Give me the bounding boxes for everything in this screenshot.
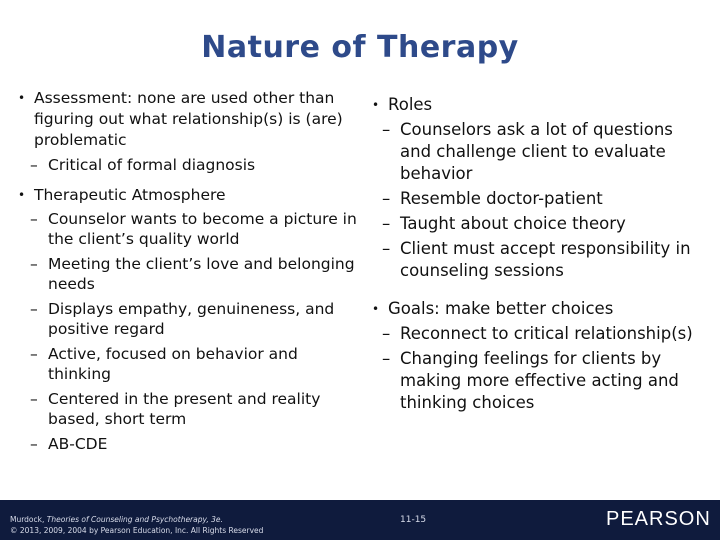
sub-item	[372, 238, 707, 282]
sub-item	[18, 254, 358, 294]
sub-text: Displays empathy, genuineness, and positive regard	[48, 300, 335, 338]
sub-text: Centered in the present and reality based, short term	[48, 390, 321, 428]
sub-item	[372, 213, 707, 235]
left-column	[18, 88, 358, 454]
sub-item	[18, 344, 358, 384]
bullet-text: Roles	[388, 95, 433, 114]
sub-text: Counselors ask a lot of questions and challenge client to evaluate behavior	[400, 120, 673, 183]
dash-icon: –	[382, 239, 391, 258]
dash-icon: –	[30, 210, 38, 228]
dash-icon: –	[382, 189, 391, 208]
bullet-text: Therapeutic Atmosphere	[34, 186, 226, 204]
sub-item	[372, 348, 707, 414]
sub-text: Critical of formal diagnosis	[48, 156, 256, 174]
bullet-goals	[372, 298, 707, 320]
pearson-logo: PEARSON	[606, 508, 711, 530]
sub-item	[372, 188, 707, 210]
bullet-dot-icon: •	[372, 98, 380, 112]
dash-icon: –	[30, 255, 38, 273]
sub-item	[372, 323, 707, 345]
bullet-roles	[372, 94, 707, 116]
dash-icon: –	[30, 345, 38, 363]
sub-text: Active, focused on behavior and thinking	[48, 345, 298, 383]
bullet-dot-icon: •	[372, 302, 380, 316]
sub-text: Taught about choice theory	[400, 214, 626, 233]
dash-icon: –	[30, 156, 38, 174]
sub-item	[18, 209, 358, 249]
sub-text: Changing feelings for clients by making more effective acting and thinking choices	[400, 349, 679, 412]
slide-title: Nature of Therapy	[201, 30, 519, 65]
sub-text: Counselor wants to become a picture in the client’s quality world	[48, 210, 357, 248]
sub-item	[18, 299, 358, 339]
sub-text: Resemble doctor-patient	[400, 189, 603, 208]
page-number: 11-15	[400, 515, 427, 525]
bullet-text: Assessment: none are used other than figuring out what relationship(s) is (are) problematic	[34, 89, 343, 149]
dash-icon: –	[30, 300, 38, 318]
dash-icon: –	[382, 120, 391, 139]
bullet-dot-icon: •	[18, 188, 26, 202]
sub-item	[18, 389, 358, 429]
dash-icon: –	[382, 349, 391, 368]
bullet-therapeutic-atmosphere	[18, 185, 358, 206]
dash-icon: –	[382, 324, 391, 343]
bullet-text: Goals: make better choices	[388, 299, 614, 318]
bullet-dot-icon: •	[18, 91, 26, 105]
dash-icon: –	[382, 214, 391, 233]
footer-credit	[10, 514, 263, 536]
footer-book-title: Theories of Counseling and Psychotherapy, 3e.	[46, 515, 223, 524]
sub-text: Reconnect to critical relationship(s)	[400, 324, 693, 343]
sub-item	[372, 119, 707, 185]
sub-text: AB-CDE	[48, 435, 108, 453]
footer-author: Murdock,	[10, 515, 45, 524]
bullet-assessment	[18, 88, 358, 151]
right-column	[372, 94, 707, 414]
dash-icon: –	[30, 390, 38, 408]
sub-item	[18, 434, 358, 454]
dash-icon: –	[30, 435, 38, 453]
sub-text: Client must accept responsibility in counseling sessions	[400, 239, 691, 280]
sub-text: Meeting the client’s love and belonging needs	[48, 255, 355, 293]
sub-item	[18, 155, 358, 175]
footer-copyright: © 2013, 2009, 2004 by Pearson Education, Inc. All Rights Reserved	[10, 526, 264, 535]
